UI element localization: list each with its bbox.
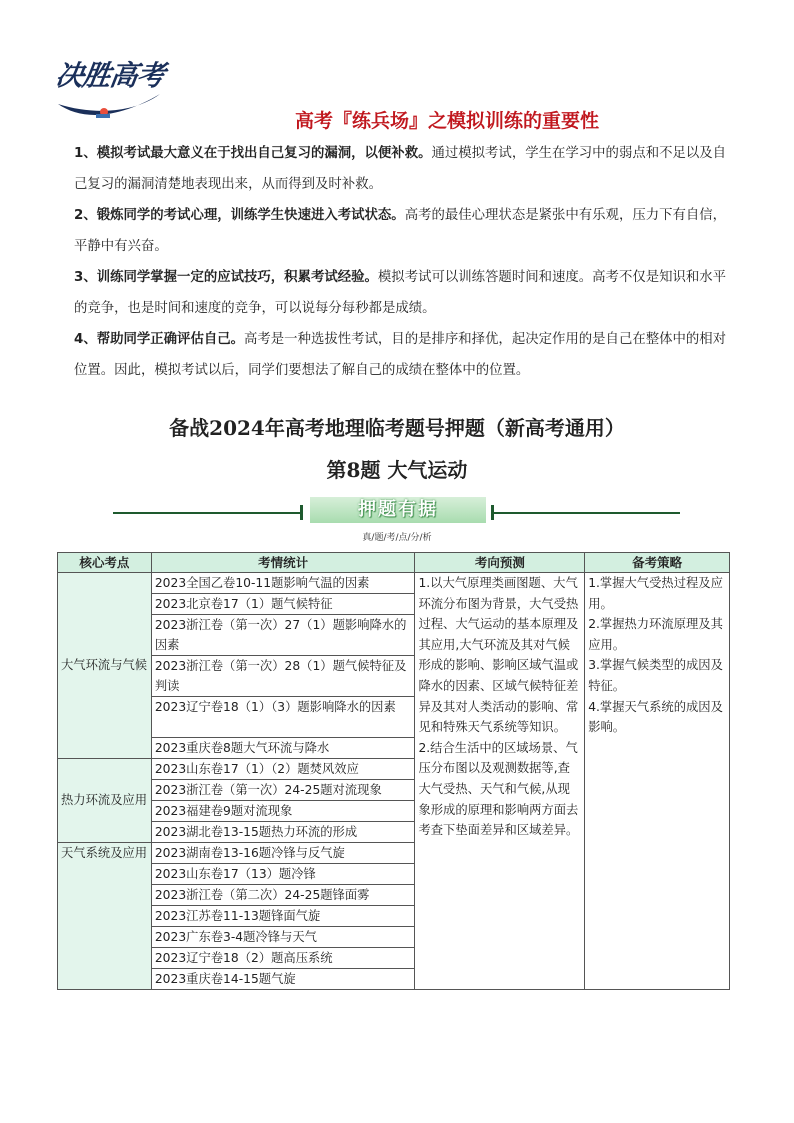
strategy-item-3: 3.掌握气候类型的成因及特征。: [588, 658, 723, 693]
stat-item: 2023辽宁卷18（1）（3）题影响降水的因素: [151, 697, 415, 738]
intro-paragraph-3: [74, 262, 730, 324]
core-topic-1: 大气环流与气候: [58, 573, 152, 759]
banner-line-left: [113, 512, 303, 514]
stat-item: 2023北京卷17（1）题气候特征: [151, 594, 415, 615]
stat-item: 2023山东卷17（1）（2）题焚风效应: [151, 759, 415, 780]
intro-1-text: 通过模拟考试，学生在学习中的弱点和不足以及自己复习的漏洞清楚地表现出来，从而得到及时补救。: [74, 146, 727, 192]
prediction-text: 1.以大气原理类画图题、大气环流分布图为背景，大气受热过程、大气运动的基本原理及其应用,大气环流及其对气候形成的影响、影响区域气温或降水的因素、区域气候特征差异及其对人类活动的影响、常见和特殊天气系统等知识。 2.结合生活中的区域场景、气压分布图以及观测数据等,查大气受热、天气和气候,从现象形成的原理和影响两方面去考查下垫面差异和区域差异。: [418, 576, 579, 838]
core-topic-3: 天气系统及应用: [58, 843, 152, 990]
header-title: 高考『练兵场』之模拟训练的重要性: [294, 110, 599, 132]
sub-title: 第8题 大气运动: [326, 458, 468, 482]
intro-3-text: 模拟考试可以训练答题时间和速度。高考不仅是知识和水平的竞争，也是时间和速度的竞争，可以说每分每秒都是成绩。: [74, 270, 727, 316]
banner-label: 押题有据: [310, 497, 486, 523]
stat-item: 2023重庆卷14-15题气旋: [151, 969, 415, 990]
header-prediction: 考向预测: [415, 553, 585, 573]
banner-line-right: [494, 512, 680, 514]
stat-item: 2023重庆卷8题大气环流与降水: [151, 738, 415, 759]
strategy-item-2: 2.掌握热力环流原理及其应用。: [588, 617, 723, 652]
stat-item: 2023江苏卷11-13题锋面气旋: [151, 906, 415, 927]
strategy-item-1: 1.掌握大气受热过程及应用。: [588, 576, 723, 611]
strategy-item-4: 4.掌握天气系统的成因及影响。: [588, 699, 723, 735]
stat-item: 2023辽宁卷18（2）题高压系统: [151, 948, 415, 969]
stat-item: 2023浙江卷（第二次）24-25题锋面雾: [151, 885, 415, 906]
header-core: 核心考点: [58, 553, 152, 573]
intro-2-bold: 2、锻炼同学的考试心理，训练学生快速进入考试状态。: [74, 208, 405, 223]
intro-paragraph-1: [74, 138, 730, 200]
banner-tick-left: [300, 505, 303, 520]
intro-paragraph-4: [74, 324, 730, 386]
table-header-row: [58, 553, 730, 573]
intro-4-bold: 4、帮助同学正确评估自己。: [74, 332, 245, 347]
intro-paragraph-2: [74, 200, 730, 262]
stat-item: 2023福建卷9题对流现象: [151, 801, 415, 822]
main-title: 备战2024年高考地理临考题号押题（新高考通用）: [169, 416, 625, 440]
table-row: [58, 573, 730, 594]
analysis-table: [57, 552, 730, 990]
stat-item: 2023浙江卷（第一次）24-25题对流现象: [151, 780, 415, 801]
stat-item: 2023山东卷17（13）题冷锋: [151, 864, 415, 885]
prediction-cell: [415, 573, 585, 990]
header-stats: 考情统计: [151, 553, 415, 573]
intro-4-text: 高考是一种选拔性考试，目的是排序和择优，起决定作用的是自己在整体中的相对位置。因此，模拟考试以后，同学们要想法了解自己的成绩在整体中的位置。: [74, 332, 727, 378]
stat-item: 2023湖南卷13-16题冷锋与反气旋: [151, 843, 415, 864]
header-strategy: 备考策略: [585, 553, 730, 573]
stat-item: 2023广东卷3-4题冷锋与天气: [151, 927, 415, 948]
stat-item: 2023湖北卷13-15题热力环流的形成: [151, 822, 415, 843]
intro-1-bold: 1、模拟考试最大意义在于找出自己复习的漏洞，以便补救。: [74, 146, 432, 161]
logo-text: 决胜高考: [53, 59, 167, 92]
stat-item: 2023浙江卷（第一次）28（1）题气候特征及判读: [151, 656, 415, 697]
banner-subtitle: 真/题/考/点/分/析: [362, 533, 432, 543]
stat-item: 2023全国乙卷10-11题影响气温的因素: [151, 573, 415, 594]
strategy-cell: [585, 573, 730, 990]
intro-3-bold: 3、训练同学掌握一定的应试技巧，积累考试经验。: [74, 270, 378, 285]
core-topic-2: 热力环流及应用: [58, 759, 152, 843]
stat-item: 2023浙江卷（第一次）27（1）题影响降水的因素: [151, 615, 415, 656]
intro-2-text: 高考的最佳心理状态是紧张中有乐观，压力下有自信，平静中有兴奋。: [74, 208, 727, 254]
